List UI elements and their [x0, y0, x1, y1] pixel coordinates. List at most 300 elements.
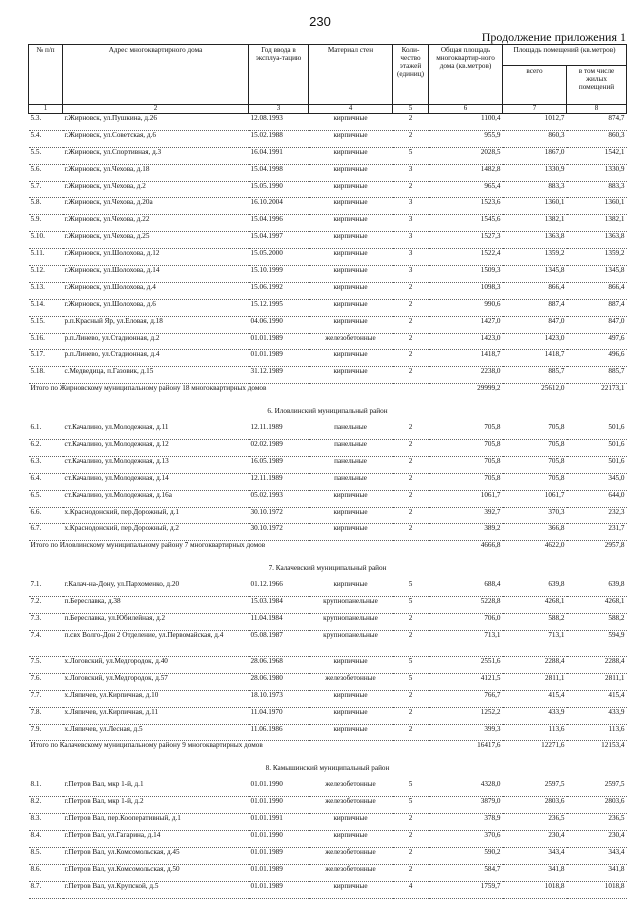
- row-address: [63, 198, 249, 215]
- row-premises-all: 230,4: [503, 830, 567, 847]
- row-premises-all: 887,4: [503, 299, 567, 316]
- row-number: 6.6.: [29, 507, 63, 524]
- row-total-area: 2551,6: [429, 656, 503, 673]
- row-wall-material: кирпичные: [309, 367, 393, 384]
- row-floors: 4: [393, 881, 429, 898]
- row-address: [63, 232, 249, 249]
- section-heading-row: [29, 407, 627, 423]
- row-address: [63, 814, 249, 831]
- row-floors: 2: [393, 350, 429, 367]
- row-wall-material: кирпичные: [309, 507, 393, 524]
- row-address: [63, 630, 249, 656]
- premises-all-sum: 4622,0: [544, 541, 565, 550]
- address-text: п.Береславка, д.38: [64, 597, 121, 606]
- row-floors: 2: [393, 114, 429, 131]
- address-text: х.Логовский, ул.Медгородок, д.57: [64, 673, 168, 682]
- row-premises-all: 588,2: [503, 614, 567, 631]
- address-text: х.Ляпичев, ул.Кирпичная, д.10: [64, 690, 159, 699]
- row-wall-material: кирпичные: [309, 724, 393, 741]
- row-floors: 2: [393, 814, 429, 831]
- table-row: [29, 367, 627, 384]
- address-text: г.Жирновск, ул.Советская, д.6: [64, 130, 156, 139]
- row-floors: 2: [393, 614, 429, 631]
- table-row: [29, 282, 627, 299]
- header-living: в том числе жилых помещений: [567, 66, 627, 105]
- row-number: 5.17.: [29, 350, 63, 367]
- row-year: 16.10.2004: [249, 198, 309, 215]
- row-year: 01.01.1989: [249, 350, 309, 367]
- row-premises-all: 1418,7: [503, 350, 567, 367]
- row-year: 15.04.1998: [249, 164, 309, 181]
- row-living-area: 2597,5: [567, 780, 627, 796]
- address-text: ст.Качалино, ул.Молодежная, д.12: [64, 440, 169, 449]
- row-living-area: 2288,4: [567, 656, 627, 673]
- row-floors: 2: [393, 724, 429, 741]
- row-total-area: 2028,5: [429, 147, 503, 164]
- row-year: 05.08.1987: [249, 630, 309, 656]
- table-row: [29, 198, 627, 215]
- row-floors: 2: [393, 130, 429, 147]
- address-text: х.Краснодонский, пер.Дорожный, д.1: [64, 507, 180, 516]
- row-address: [63, 673, 249, 690]
- table-row: [29, 456, 627, 473]
- row-number: 5.16.: [29, 333, 63, 350]
- table-row: [29, 316, 627, 333]
- table-row: [29, 630, 627, 656]
- row-year: 01.01.1991: [249, 814, 309, 831]
- address-text: г.Жирновск, ул.Чехова, д.18: [64, 164, 150, 173]
- row-number: 8.6.: [29, 864, 63, 881]
- row-total-area: 590,2: [429, 847, 503, 864]
- row-number: 5.3.: [29, 114, 63, 131]
- row-number: 7.1.: [29, 580, 63, 596]
- row-premises-all: 1330,9: [503, 164, 567, 181]
- row-year: 01.01.1990: [249, 797, 309, 814]
- table-row: [29, 656, 627, 673]
- row-year: 31.12.1989: [249, 367, 309, 384]
- row-premises-all: 1012,7: [503, 114, 567, 131]
- row-premises-all: 2811,1: [503, 673, 567, 690]
- row-number: 5.5.: [29, 147, 63, 164]
- row-number: 8.3.: [29, 814, 63, 831]
- header-all: всего: [503, 66, 567, 105]
- row-floors: 2: [393, 830, 429, 847]
- row-living-area: 345,0: [567, 473, 627, 490]
- row-number: 8.1.: [29, 780, 63, 796]
- address-text: г.Петров Вал, ул.Крупской, д.5: [64, 881, 159, 890]
- row-floors: 2: [393, 490, 429, 507]
- row-living-area: 1018,8: [567, 881, 627, 898]
- living-area-sum: 22173,1: [601, 384, 625, 393]
- row-premises-all: 639,8: [503, 580, 567, 596]
- header-year: Год ввода в эксплуа-тацию: [249, 45, 309, 105]
- row-wall-material: кирпичные: [309, 830, 393, 847]
- row-premises-all: 1359,2: [503, 249, 567, 266]
- address-text: ст.Качалино, ул.Молодежная, д.14: [64, 473, 169, 482]
- row-year: 01.01.1989: [249, 847, 309, 864]
- row-wall-material: кирпичные: [309, 215, 393, 232]
- row-living-area: 433,9: [567, 707, 627, 724]
- address-text: г.Петров Вал, ул.Гагарина, д.14: [64, 830, 161, 839]
- row-total-area: 2238,0: [429, 367, 503, 384]
- row-address: [63, 423, 249, 439]
- table-row: [29, 597, 627, 614]
- row-premises-all: 705,8: [503, 440, 567, 457]
- row-living-area: 847,0: [567, 316, 627, 333]
- row-premises-all: 370,3: [503, 507, 567, 524]
- address-text: г.Жирновск, ул.Спортивная, д.3: [64, 147, 162, 156]
- row-number: 5.15.: [29, 316, 63, 333]
- row-total-area: 1427,0: [429, 316, 503, 333]
- row-wall-material: железобетонные: [309, 797, 393, 814]
- row-floors: 2: [393, 316, 429, 333]
- row-total-area: 5228,8: [429, 597, 503, 614]
- row-living-area: 341,8: [567, 864, 627, 881]
- row-address: [63, 797, 249, 814]
- row-year: 05.02.1993: [249, 490, 309, 507]
- total-area-sum: 16417,6: [477, 741, 501, 750]
- row-living-area: 2803,6: [567, 797, 627, 814]
- row-premises-all: 415,4: [503, 690, 567, 707]
- header-address: Адрес многоквартирного дома: [63, 45, 249, 105]
- row-premises-all: 1363,8: [503, 232, 567, 249]
- row-wall-material: панельные: [309, 473, 393, 490]
- row-premises-all: 366,8: [503, 524, 567, 541]
- address-text: г.Петров Вал, ул.Комсомольская, д.50: [64, 864, 180, 873]
- row-number: 7.4.: [29, 630, 63, 656]
- row-total-area: 1545,6: [429, 215, 503, 232]
- table-row: [29, 724, 627, 741]
- section-heading-row: [29, 564, 627, 580]
- row-number: 5.6.: [29, 164, 63, 181]
- row-living-area: 231,7: [567, 524, 627, 541]
- row-number: 6.3.: [29, 456, 63, 473]
- row-total-area: 1098,3: [429, 282, 503, 299]
- table-row: [29, 249, 627, 266]
- living-area-sum: 12153,4: [601, 741, 625, 750]
- row-address: [63, 456, 249, 473]
- row-address: [63, 780, 249, 796]
- table-row: [29, 130, 627, 147]
- row-floors: 5: [393, 780, 429, 796]
- row-address: [63, 333, 249, 350]
- row-living-area: 4268,1: [567, 597, 627, 614]
- row-number: 8.4.: [29, 830, 63, 847]
- row-living-area: 644,0: [567, 490, 627, 507]
- row-premises-all: 1018,8: [503, 881, 567, 898]
- address-text: х.Краснодонский, пер.Дорожный, д.2: [64, 524, 180, 533]
- row-premises-all: 2803,6: [503, 797, 567, 814]
- row-year: 01.01.1989: [249, 333, 309, 350]
- row-premises-all: 705,8: [503, 423, 567, 439]
- total-label: Итого по Иловлинскому муниципальному району 7 многоквартирных домов: [30, 541, 266, 550]
- row-year: 15.03.1984: [249, 597, 309, 614]
- row-year: 01.01.1990: [249, 780, 309, 796]
- row-number: 6.4.: [29, 473, 63, 490]
- address-text: п.свх Волго-Дон 2 Отделение, ул.Первомайская, д.4: [64, 630, 224, 639]
- column-numbers-row: [29, 105, 627, 114]
- row-living-area: 343,4: [567, 847, 627, 864]
- address-text: г.Жирновск, ул.Шолохова, д.14: [64, 266, 160, 275]
- row-living-area: 1330,9: [567, 164, 627, 181]
- row-total-area: 4121,5: [429, 673, 503, 690]
- row-number: 6.1.: [29, 423, 63, 439]
- row-total-area: 1423,0: [429, 333, 503, 350]
- table-row: [29, 164, 627, 181]
- row-living-area: 883,3: [567, 181, 627, 198]
- address-text: г.Жирновск, ул.Чехова, д.20а: [64, 198, 153, 207]
- row-floors: 2: [393, 423, 429, 439]
- row-total-area: 688,4: [429, 580, 503, 596]
- row-wall-material: кирпичные: [309, 249, 393, 266]
- row-wall-material: железобетонные: [309, 864, 393, 881]
- address-text: х.Ляпичев, ул.Лесная, д.5: [64, 724, 143, 733]
- row-premises-all: 1061,7: [503, 490, 567, 507]
- row-wall-material: кирпичные: [309, 114, 393, 131]
- row-year: 16.05.1989: [249, 456, 309, 473]
- table-row: [29, 507, 627, 524]
- row-floors: 3: [393, 215, 429, 232]
- section-heading: 7. Калачевский муниципальный район: [268, 564, 387, 573]
- row-address: [63, 164, 249, 181]
- address-text: г.Жирновск, ул.Шолохова, д.4: [64, 282, 156, 291]
- row-total-area: 4328,0: [429, 780, 503, 796]
- row-total-area: 713,1: [429, 630, 503, 656]
- row-wall-material: кирпичные: [309, 130, 393, 147]
- row-year: 04.06.1990: [249, 316, 309, 333]
- table-row: [29, 473, 627, 490]
- header-no: № п/п: [29, 45, 63, 105]
- table-row: [29, 147, 627, 164]
- row-address: [63, 490, 249, 507]
- row-living-area: 639,8: [567, 580, 627, 596]
- col-number: 7: [503, 105, 567, 114]
- row-wall-material: кирпичные: [309, 198, 393, 215]
- row-year: 16.04.1991: [249, 147, 309, 164]
- row-year: 12.11.1989: [249, 423, 309, 439]
- section-heading: 8. Камышинский муниципальный район: [265, 764, 390, 773]
- row-year: 15.02.1988: [249, 130, 309, 147]
- header-wall: Материал стен: [309, 45, 393, 105]
- row-floors: 2: [393, 367, 429, 384]
- table-row: [29, 673, 627, 690]
- row-premises-all: 1360,1: [503, 198, 567, 215]
- row-living-area: 113,6: [567, 724, 627, 741]
- row-total-area: 705,8: [429, 423, 503, 439]
- row-address: [63, 847, 249, 864]
- row-address: [63, 524, 249, 541]
- row-total-area: 1418,7: [429, 350, 503, 367]
- address-text: г.Петров Вал, пер.Кооперативный, д.1: [64, 814, 181, 823]
- table-row: [29, 350, 627, 367]
- row-number: 5.7.: [29, 181, 63, 198]
- row-number: 8.5.: [29, 847, 63, 864]
- row-number: 6.7.: [29, 524, 63, 541]
- row-address: [63, 597, 249, 614]
- row-floors: 5: [393, 673, 429, 690]
- row-living-area: 415,4: [567, 690, 627, 707]
- address-text: ст.Качалино, ул.Молодежная, д.13: [64, 456, 169, 465]
- row-number: 7.9.: [29, 724, 63, 741]
- total-area-sum: 4666,8: [480, 541, 501, 550]
- row-address: [63, 367, 249, 384]
- row-premises-all: 1423,0: [503, 333, 567, 350]
- row-living-area: 1360,1: [567, 198, 627, 215]
- row-address: [63, 830, 249, 847]
- row-number: 7.3.: [29, 614, 63, 631]
- table-row: [29, 266, 627, 283]
- page-number: 230: [309, 14, 331, 29]
- row-year: 15.12.1995: [249, 299, 309, 316]
- row-year: 11.04.1984: [249, 614, 309, 631]
- row-year: 15.05.1990: [249, 181, 309, 198]
- address-text: ст.Качалино, ул.Молодежная, д.16а: [64, 490, 172, 499]
- row-floors: 2: [393, 440, 429, 457]
- row-living-area: 496,6: [567, 350, 627, 367]
- address-text: х.Логовский, ул.Медгородок, д.40: [64, 656, 168, 665]
- row-year: 15.06.1992: [249, 282, 309, 299]
- row-wall-material: кирпичные: [309, 147, 393, 164]
- row-year: 15.04.1996: [249, 215, 309, 232]
- address-text: г.Петров Вал, ул.Комсомольская, д.45: [64, 847, 180, 856]
- total-area-sum: 29999,2: [477, 384, 501, 393]
- row-number: 7.7.: [29, 690, 63, 707]
- premises-all-sum: 12271,6: [541, 741, 565, 750]
- table-row: [29, 864, 627, 881]
- row-total-area: 1252,2: [429, 707, 503, 724]
- row-address: [63, 614, 249, 631]
- row-floors: 3: [393, 164, 429, 181]
- row-floors: 3: [393, 232, 429, 249]
- table-row: [29, 490, 627, 507]
- row-living-area: 1382,1: [567, 215, 627, 232]
- row-living-area: 1345,8: [567, 266, 627, 283]
- row-floors: 5: [393, 147, 429, 164]
- row-total-area: 3879,0: [429, 797, 503, 814]
- row-premises-all: 860,3: [503, 130, 567, 147]
- row-wall-material: панельные: [309, 456, 393, 473]
- row-living-area: 887,4: [567, 299, 627, 316]
- row-wall-material: кирпичные: [309, 164, 393, 181]
- row-premises-all: 1382,1: [503, 215, 567, 232]
- row-total-area: 392,7: [429, 507, 503, 524]
- address-text: г.Калач-на-Дону, ул.Пархоменко, д.20: [64, 580, 180, 589]
- header-total-area: Общая площадь многоквартир-ного дома (кв.метров): [429, 45, 503, 105]
- row-number: 6.2.: [29, 440, 63, 457]
- table-row: [29, 707, 627, 724]
- row-premises-all: 236,5: [503, 814, 567, 831]
- table-row: [29, 881, 627, 898]
- row-floors: 2: [393, 333, 429, 350]
- row-premises-all: 2597,5: [503, 780, 567, 796]
- row-year: 18.10.1973: [249, 690, 309, 707]
- row-wall-material: кирпичные: [309, 580, 393, 596]
- row-floors: 2: [393, 299, 429, 316]
- total-row: [29, 384, 627, 408]
- row-address: [63, 881, 249, 898]
- row-wall-material: кирпичные: [309, 232, 393, 249]
- address-text: р.п.Линево, ул.Стадионная, д.2: [64, 333, 160, 342]
- row-floors: 2: [393, 864, 429, 881]
- col-number: 6: [429, 105, 503, 114]
- row-premises-all: 705,8: [503, 473, 567, 490]
- row-year: 12.08.1993: [249, 114, 309, 131]
- row-premises-all: 341,8: [503, 864, 567, 881]
- row-address: [63, 707, 249, 724]
- row-number: 8.7.: [29, 881, 63, 898]
- row-number: 6.5.: [29, 490, 63, 507]
- row-wall-material: кирпичные: [309, 524, 393, 541]
- address-text: г.Жирновск, ул.Чехова, д.2: [64, 181, 146, 190]
- row-living-area: 497,6: [567, 333, 627, 350]
- row-year: 15.10.1999: [249, 266, 309, 283]
- row-wall-material: кирпичные: [309, 181, 393, 198]
- row-wall-material: кирпичные: [309, 656, 393, 673]
- row-premises-all: 343,4: [503, 847, 567, 864]
- row-number: 8.2.: [29, 797, 63, 814]
- row-living-area: 232,3: [567, 507, 627, 524]
- row-address: [63, 249, 249, 266]
- row-number: 5.18.: [29, 367, 63, 384]
- row-floors: 5: [393, 580, 429, 596]
- table-row: [29, 690, 627, 707]
- row-number: 5.11.: [29, 249, 63, 266]
- row-wall-material: железобетонные: [309, 847, 393, 864]
- table-row: [29, 814, 627, 831]
- row-floors: 5: [393, 656, 429, 673]
- row-total-area: 1527,3: [429, 232, 503, 249]
- table-row: [29, 524, 627, 541]
- row-number: 7.8.: [29, 707, 63, 724]
- row-premises-all: 113,6: [503, 724, 567, 741]
- row-year: 15.05.2000: [249, 249, 309, 266]
- address-text: г.Петров Вал, мкр 1-й, д.1: [64, 780, 144, 789]
- row-wall-material: кирпичные: [309, 316, 393, 333]
- row-year: 11.06.1986: [249, 724, 309, 741]
- header-row-1: [29, 45, 627, 66]
- row-floors: 2: [393, 282, 429, 299]
- row-living-area: 594,9: [567, 630, 627, 656]
- table-row: [29, 780, 627, 796]
- row-address: [63, 580, 249, 596]
- row-address: [63, 473, 249, 490]
- row-number: 5.13.: [29, 282, 63, 299]
- table-row: [29, 580, 627, 596]
- row-wall-material: железобетонные: [309, 780, 393, 796]
- row-living-area: 2811,1: [567, 673, 627, 690]
- row-total-area: 965,4: [429, 181, 503, 198]
- row-living-area: 230,4: [567, 830, 627, 847]
- row-living-area: 860,3: [567, 130, 627, 147]
- table-row: [29, 830, 627, 847]
- living-area-sum: 2957,8: [604, 541, 625, 550]
- row-premises-all: 433,9: [503, 707, 567, 724]
- row-living-area: 501,6: [567, 440, 627, 457]
- table-row: [29, 232, 627, 249]
- row-floors: 5: [393, 797, 429, 814]
- row-total-area: 706,0: [429, 614, 503, 631]
- row-premises-all: 1867,0: [503, 147, 567, 164]
- row-address: [63, 316, 249, 333]
- total-label: Итого по Калачевскому муниципальному району 9 многоквартирных домов: [30, 741, 263, 750]
- header-floors: Коли-чество этажей (единиц): [393, 45, 429, 105]
- row-address: [63, 299, 249, 316]
- row-year: 02.02.1989: [249, 440, 309, 457]
- row-total-area: 705,8: [429, 456, 503, 473]
- row-living-area: 874,7: [567, 114, 627, 131]
- row-wall-material: кирпичные: [309, 707, 393, 724]
- col-number: 4: [309, 105, 393, 114]
